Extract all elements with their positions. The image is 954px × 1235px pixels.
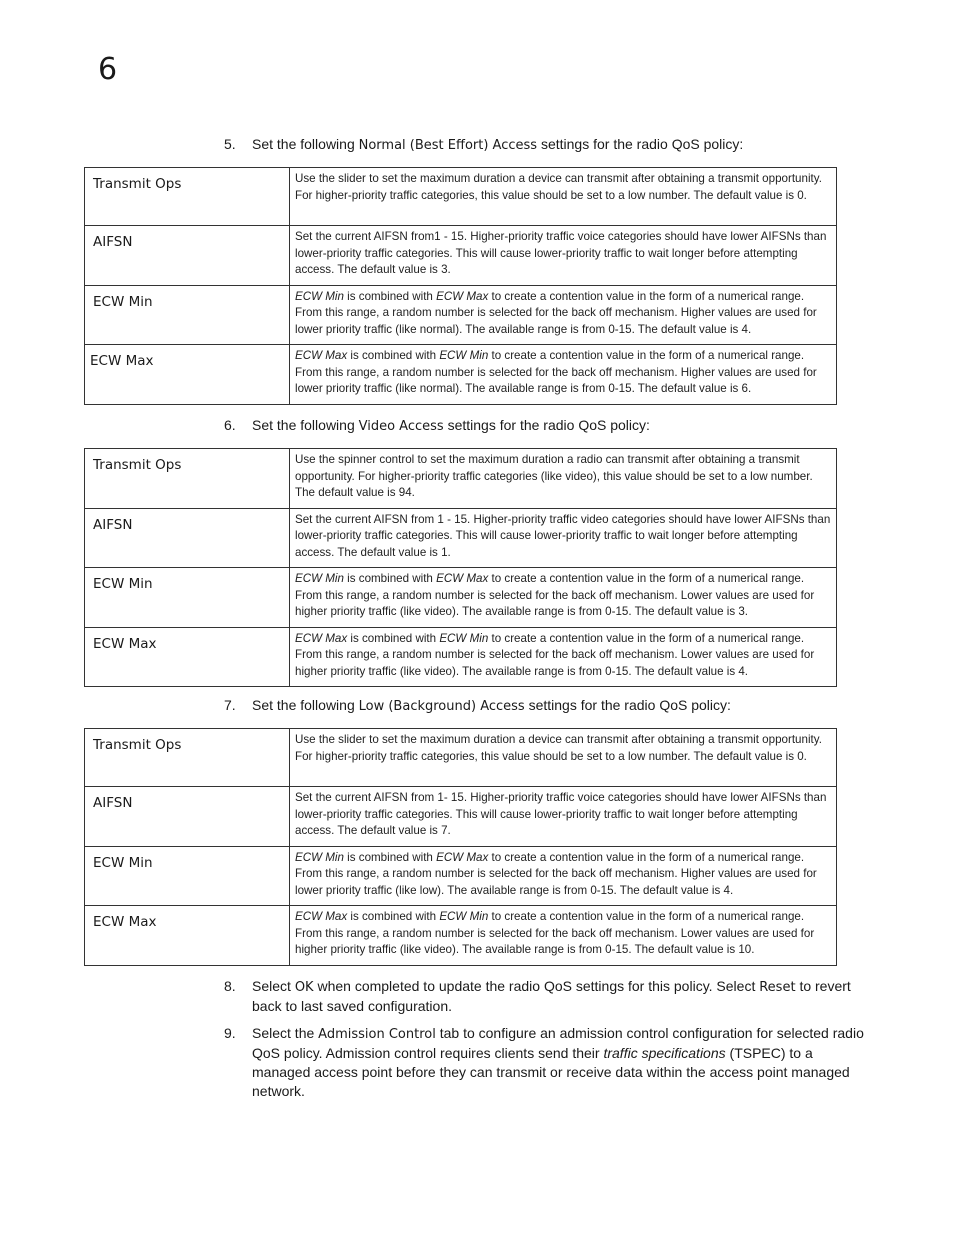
chapter-number: 6	[98, 52, 118, 87]
setting-group-name: Low (Background) Access	[358, 699, 525, 714]
param-name: ECW Max	[85, 345, 290, 405]
param-name: ECW Min	[85, 568, 290, 628]
step-text	[252, 1024, 874, 1101]
step-7	[224, 696, 874, 716]
desc-text: to create a contention value in the form of a numerical range. From this range, a random number is selected for the back off mechanism. Higher values are used for lower priority traffic (like normal). The available range is from 0-15. The default value is 4.	[295, 289, 817, 336]
param-description	[290, 846, 837, 906]
step-text-pre: Set the following	[252, 697, 359, 713]
param-name: ECW Max	[85, 906, 290, 966]
desc-text: to create a contention value in the form of a numerical range. From this range, a random number is selected for the back off mechanism. Lower values are used for higher priority traffic (like video). The available range is from 0-15. The default value is 4.	[295, 631, 815, 678]
table-row	[85, 285, 837, 345]
setting-group-name: Normal (Best Effort) Access	[358, 138, 538, 153]
step-text-post: settings for the radio QoS policy:	[443, 417, 650, 433]
term: ECW Min	[439, 910, 489, 923]
desc-text: to create a contention value in the form of a numerical range. From this range, a random number is selected for the back off mechanism. Higher values are used for lower priority traffic (like low). The available range is from 0-15. The default value is 4.	[295, 850, 817, 897]
setting-group-name: Video Access	[358, 419, 444, 434]
param-name: Transmit Ops	[85, 729, 290, 787]
desc-text: to create a contention value in the form of a numerical range. From this range, a random number is selected for the back off mechanism. Higher values are used for lower priority traffic (like normal). The available range is from 0-15. The default value is 6.	[295, 349, 817, 395]
normal-access-table	[84, 167, 837, 405]
desc-text: to create a contention value in the form of a numerical range. From this range, a random number is selected for the back off mechanism. Lower values are used for higher priority traffic (like video). The available range is from 0-15. The default value is 10.	[295, 910, 815, 956]
step-text-pre: Set the following	[252, 136, 359, 152]
param-name: Transmit Ops	[85, 168, 290, 226]
step-text-part: tab to configure an admission control configuration for selected radio QoS policy. Admission control requires clients send their	[252, 1025, 864, 1061]
step-text	[252, 696, 874, 716]
step-8	[224, 977, 874, 1016]
param-name: AIFSN	[85, 508, 290, 568]
table-row	[85, 449, 837, 509]
term: ECW Max	[436, 572, 489, 585]
step-text-part: Select the	[252, 1025, 319, 1041]
term: ECW Min	[295, 572, 344, 585]
term: ECW Max	[436, 289, 489, 303]
reset-button-ref: Reset	[759, 980, 796, 995]
step-text-post: settings for the radio QoS policy:	[537, 136, 744, 152]
ok-button-ref: OK	[294, 980, 314, 995]
param-description	[290, 285, 837, 345]
desc-text: is combined with	[347, 349, 440, 362]
table-row	[85, 226, 837, 286]
table-row	[85, 906, 837, 966]
table-row	[85, 568, 837, 628]
param-description: Use the slider to set the maximum duration a device can transmit after obtaining a transmit opportunity. For higher-priority traffic categories, this value should be set to a low number. The default value is 0.	[290, 168, 837, 226]
desc-text: is combined with	[343, 850, 437, 864]
table-row	[85, 168, 837, 226]
term: ECW Min	[439, 349, 489, 362]
step-number: 6.	[224, 417, 236, 433]
param-description	[290, 906, 837, 966]
param-name: Transmit Ops	[85, 449, 290, 509]
param-description	[290, 568, 837, 628]
desc-text: is combined with	[343, 289, 437, 303]
step-number: 8.	[224, 978, 236, 994]
param-description: Use the spinner control to set the maximum duration a radio can transmit after obtaining a transmit opportunity. For higher-priority traffic categories (like video), this value should be set to a low number. The default value is 94.	[290, 449, 837, 509]
table-row	[85, 345, 837, 405]
step-text-part: Select	[252, 978, 295, 994]
step-5	[224, 135, 874, 155]
table-row	[85, 508, 837, 568]
step-text-post: settings for the radio QoS policy:	[524, 697, 731, 713]
desc-text: is combined with	[343, 572, 437, 585]
param-description: Set the current AIFSN from 1- 15. Higher-priority traffic voice categories should have lower AIFSNs than lower-priority traffic categories. This will cause lower-priority traffic to wait longer before attempting access. The default value is 7.	[290, 787, 837, 847]
desc-text: is combined with	[347, 910, 440, 923]
step-number: 5.	[224, 136, 236, 152]
step-9	[224, 1024, 874, 1101]
admission-control-tab-ref: Admission Control	[318, 1027, 436, 1042]
step-text-part: to revert back to last saved configuration.	[252, 978, 851, 1014]
step-text	[252, 135, 874, 155]
param-name: ECW Min	[85, 846, 290, 906]
term: traffic specifications	[603, 1045, 726, 1061]
step-number: 9.	[224, 1025, 236, 1041]
table-row	[85, 627, 837, 687]
term: ECW Max	[295, 631, 348, 645]
table-row	[85, 846, 837, 906]
low-access-table	[84, 728, 837, 966]
step-text-part: when completed to update the radio QoS settings for this policy. Select	[313, 978, 760, 994]
term: ECW Max	[436, 850, 489, 864]
param-name: ECW Max	[85, 627, 290, 687]
step-text-pre: Set the following	[252, 417, 359, 433]
param-description	[290, 627, 837, 687]
param-description: Set the current AIFSN from 1 - 15. Higher-priority traffic video categories should have lower AIFSNs than lower-priority traffic categories. This will cause lower-priority traffic to wait longer before attempting access. The default value is 1.	[290, 508, 837, 568]
term: ECW Min	[295, 289, 344, 303]
param-description: Set the current AIFSN from1 - 15. Higher-priority traffic voice categories should have lower AIFSNs than lower-priority traffic categories. This will cause lower-priority traffic to wait longer before attempting access. The default value is 3.	[290, 226, 837, 286]
param-name: AIFSN	[85, 226, 290, 286]
desc-text: to create a contention value in the form of a numerical range. From this range, a random number is selected for the back off mechanism. Lower values are used for higher priority traffic (like video). The available range is from 0-15. The default value is 3.	[295, 572, 815, 618]
step-text	[252, 416, 874, 436]
step-text-part: (TSPEC) to a managed access point before they can transmit or receive data within the access point managed network.	[252, 1045, 850, 1099]
term: ECW Max	[295, 349, 348, 362]
term: ECW Min	[295, 850, 344, 864]
param-description	[290, 345, 837, 405]
param-name: ECW Min	[85, 285, 290, 345]
param-description: Use the slider to set the maximum duration a device can transmit after obtaining a transmit opportunity. For higher-priority traffic categories, this value should be set to a low number. The default value is 0.	[290, 729, 837, 787]
step-number: 7.	[224, 697, 236, 713]
step-text	[252, 977, 874, 1016]
step-6	[224, 416, 874, 436]
term: ECW Min	[439, 631, 489, 645]
desc-text: is combined with	[347, 631, 440, 645]
video-access-table	[84, 448, 837, 687]
table-row	[85, 729, 837, 787]
term: ECW Max	[295, 910, 348, 923]
table-row	[85, 787, 837, 847]
param-name: AIFSN	[85, 787, 290, 847]
